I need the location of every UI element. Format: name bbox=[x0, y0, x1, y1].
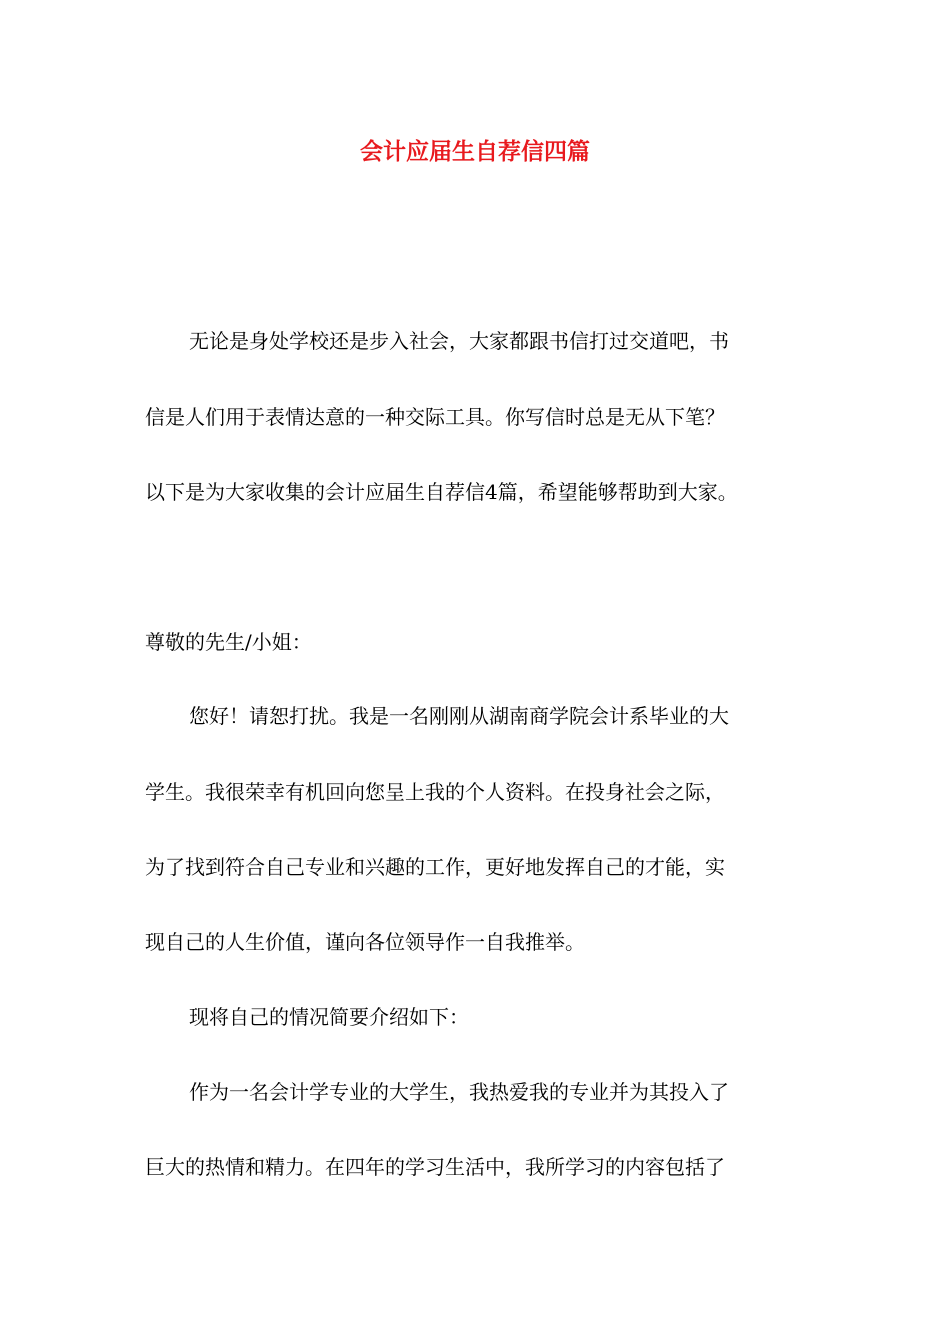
intro-line-3: 以下是为大家收集的会计应届生自荐信4篇，希望能够帮助到大家。 bbox=[145, 480, 738, 504]
salutation: 尊敬的先生/小姐： bbox=[145, 630, 312, 654]
body-line-4: 现自己的人生价值，谨向各位领导作一自我推举。 bbox=[145, 930, 585, 954]
document-title: 会计应届生自荐信四篇 bbox=[360, 139, 590, 165]
body-line-7: 巨大的热情和精力。在四年的学习生活中，我所学习的内容包括了 bbox=[145, 1155, 725, 1179]
body-line-5: 现将自己的情况简要介绍如下： bbox=[189, 1005, 469, 1029]
body-line-6: 作为一名会计学专业的大学生，我热爱我的专业并为其投入了 bbox=[189, 1080, 729, 1104]
intro-line-2: 信是人们用于表情达意的一种交际工具。你写信时总是无从下笔？ bbox=[145, 405, 725, 429]
intro-line-1: 无论是身处学校还是步入社会，大家都跟书信打过交道吧，书 bbox=[189, 329, 729, 353]
body-line-2: 学生。我很荣幸有机回向您呈上我的个人资料。在投身社会之际， bbox=[145, 780, 725, 804]
body-line-1: 您好！请恕打扰。我是一名刚刚从湖南商学院会计系毕业的大 bbox=[189, 704, 729, 728]
body-line-3: 为了找到符合自己专业和兴趣的工作，更好地发挥自己的才能，实 bbox=[145, 855, 725, 879]
